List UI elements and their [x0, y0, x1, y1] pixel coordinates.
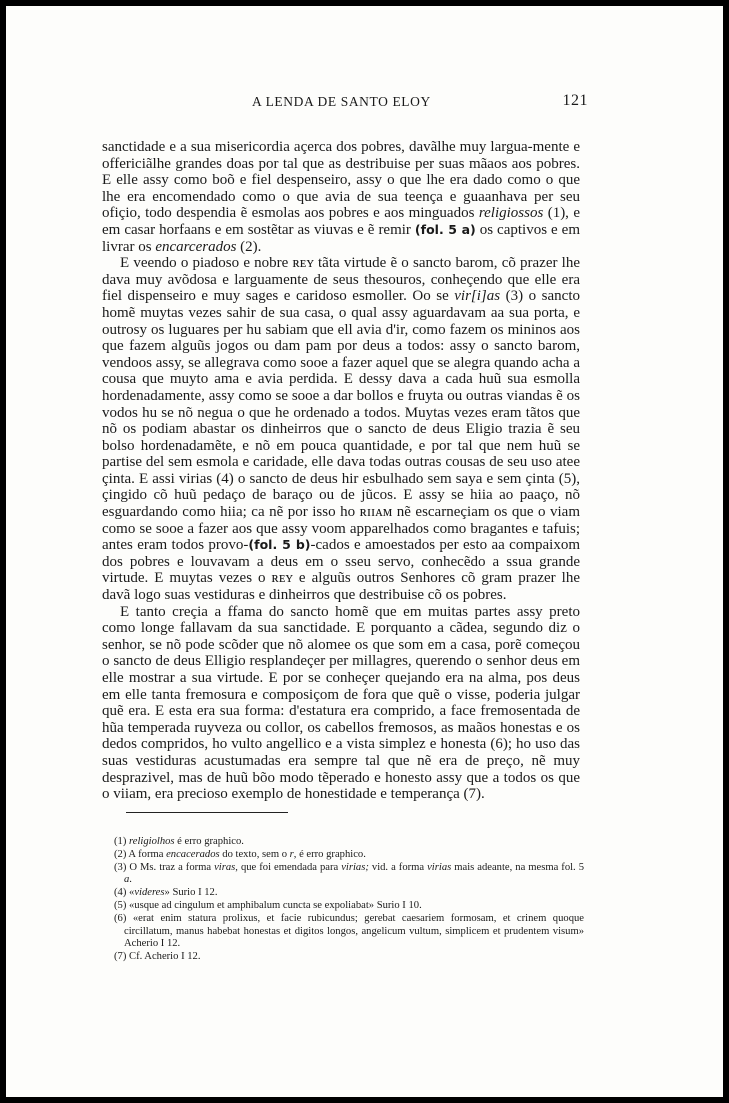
footnote-italic: r — [289, 848, 294, 860]
footnote-italic: a — [124, 874, 130, 886]
footnotes — [114, 836, 584, 964]
footnote-text: (4) « — [114, 887, 135, 899]
footnote-italic: religiolhos — [129, 836, 175, 847]
footnote-7: (7) Cf. Acherio I 12. — [114, 951, 201, 963]
page-number: 121 — [562, 92, 588, 109]
footnote-italic: videres — [134, 887, 165, 899]
footnote-text: é erro graphico. — [174, 836, 244, 847]
text-run: os captivos e em livrar os — [102, 221, 580, 255]
text-run: E veendo o piadoso e nobre ʀᴇʏ tãta virtude ẽ o sancto barom, cõ prazer lhe dava muy avõdosa e larguamente de seus thesouros, conheçendo que elle era fiel dispenseiro e muy sages e caridoso esmoller. Oo se — [102, 255, 580, 305]
text-run: (2). — [236, 238, 262, 255]
footnote-text: mais adeante, na mesma fol. 5 — [451, 861, 585, 873]
folio-marker: (fol. 5 a) — [414, 221, 476, 237]
footnote-text: vid. a forma — [368, 861, 428, 873]
footnote-text: (1) — [114, 836, 130, 847]
running-title: A LENDA DE SANTO ELOY — [252, 94, 431, 109]
footnote-5: (5) «usque ad cingulum et amphibalum cuncta se expoliabat» Surio I 10. — [114, 899, 422, 911]
paragraph-1 — [102, 139, 580, 255]
footnote-text: . — [129, 874, 132, 886]
footnote-4 — [114, 887, 584, 900]
folio-marker: (fol. 5 b) — [248, 537, 311, 553]
paragraph-3: E tanto creçia a ffama do sancto homẽ que em muitas partes assy preto como longe fallavam da sua sanctidade. E porquanto a cãdea, segundo diz o senhor, se nõ pode scõder que nõ alomee os que som em a casa, porẽ começou o sancto de deus Elligio resplandeçer per millagres, querendo o senhor deus em elle mostrar a sua virtude. E por se conheçer quejando era na alma, pos deus em elle tanta fremosura e composiçom de fora que quẽ o visse, poderia julgar quẽ era. E esta era sua forma: d'estatura era comprido, a face fremosentada de hũa temperada ruyveza ou collor, os cabellos fremosos, as maãos honestas e os dedos compridos, ho vulto angellico e a vista simplez e honesta (6); ho uso das suas vestiduras acustumadas era sempre tal que nẽ era de preço, nẽ muy desprazivel, mas de huũ bõo modo tẽperado e honesto assy que a todos os que o viiam, era precioso exemplo de honestidade e temperança (7). — [102, 603, 580, 803]
footnote-italic: virias — [427, 861, 452, 873]
footnote-1 — [114, 836, 584, 849]
body-text — [102, 139, 580, 803]
text-run: (3) o sancto homẽ muytas vezes sahir de sua casa, o qual assy aguardavam aa sua porta, e outrosy os luguares per hu sabiam que ell avia d'ir, como fazem os mininos aos que fazem alguũs jogos ou dam pam por deus a todos: assy o sancto barom, vendoos assy, se allegrava como sooe a fazer aquel que se alegra quando acha a cousa que muyto ama e avia perdida. E dessy dava a cada huũ sua esmolla hordenadamente, assy como se sooe a dar bollos e fruyta ou outras viandas ẽ os vodos hu se nõ negua o que he ordenado a todos. Muytas vezes eram tãtos que nõ os podiam abastar os dinheirros que o sancto de deus Eligio trazia ẽ seu bolso hordenadamẽte, e nõ em pouca quantidade, e por tal que nem huũ se partise del sem esmola e caridade, elle dava todas outras cousas de seu uso atee çinta. E assi virias (4) o sancto de deus hir esbulhado sem saya e sem çinta (5), çingido cõ huũ pedaço de baraço ou de jũcos. E assy se hiia ao paaço, nõ esguardando como hiia; ca nẽ por isso ho ʀɪɪᴀᴍ nẽ escarneçiam os que o viam como se sooe a fazer aos que assy voom apparelhados como bragantes e tafuis; antes eram todos provo- — [102, 288, 580, 554]
italic-term: encarcerados — [155, 238, 237, 255]
text-run: sanctidade e a sua misericordia açerca dos pobres, davãlhe muy largua-mente e offericiãlhe grandes doas por tal que as destribuise per suas mãaos aos pobres. E elle assy como boõ e fiel despenseiro, assy o que lhe era dado como o que lhe era encomendado como o que avia de sua teença e guaanhava per seu ofiçio, todo despendia ẽ esmolas aos pobres e aos minguados — [102, 139, 580, 222]
italic-term: religiossos — [478, 205, 544, 222]
footnote-2 — [114, 849, 584, 862]
footnote-text: , é erro graphico. — [293, 848, 366, 860]
text-run: -cados e amoestados per esto aa compaixom dos pobres e louvavam a deus em o sseu servo, conhecẽdo a ssua grande virtude. E muytas vezes o ʀᴇʏ e alguũs outros Senhores cõ gram prazer lhe davã logo suas vestiduras e dinheirros que destribuise cõ os pobres. — [102, 537, 580, 604]
footnote-italic: encacerados — [166, 848, 220, 860]
footnote-italic: virias; — [341, 861, 369, 873]
footnote-italic: viras — [214, 861, 236, 873]
footnote-3 — [114, 862, 584, 888]
footnote-text: (3) O Ms. traz a forma — [114, 861, 215, 873]
footnote-text: » Surio I 12. — [164, 887, 218, 899]
footnote-text: (2) A forma — [114, 848, 167, 860]
paragraph-2 — [102, 255, 580, 603]
text-run: (1), e em casar horfaans e em sostẽtar as viuvas e ẽ remir — [102, 205, 580, 238]
footnote-6: (6) «erat enim statura prolixus, et facie rubicundus; gerebat caesariem formosam, et crinem quoque circillatum, manus habebat honestas et digitos longos, angelicum vultum, simplicem et prudentem visum» Acherio I 12. — [114, 912, 584, 950]
footnote-text: do texto, sem o — [219, 848, 290, 860]
italic-term: vir[i]as — [454, 288, 501, 305]
footnote-rule — [126, 812, 288, 813]
footnote-text: , que foi emendada para — [235, 861, 342, 873]
